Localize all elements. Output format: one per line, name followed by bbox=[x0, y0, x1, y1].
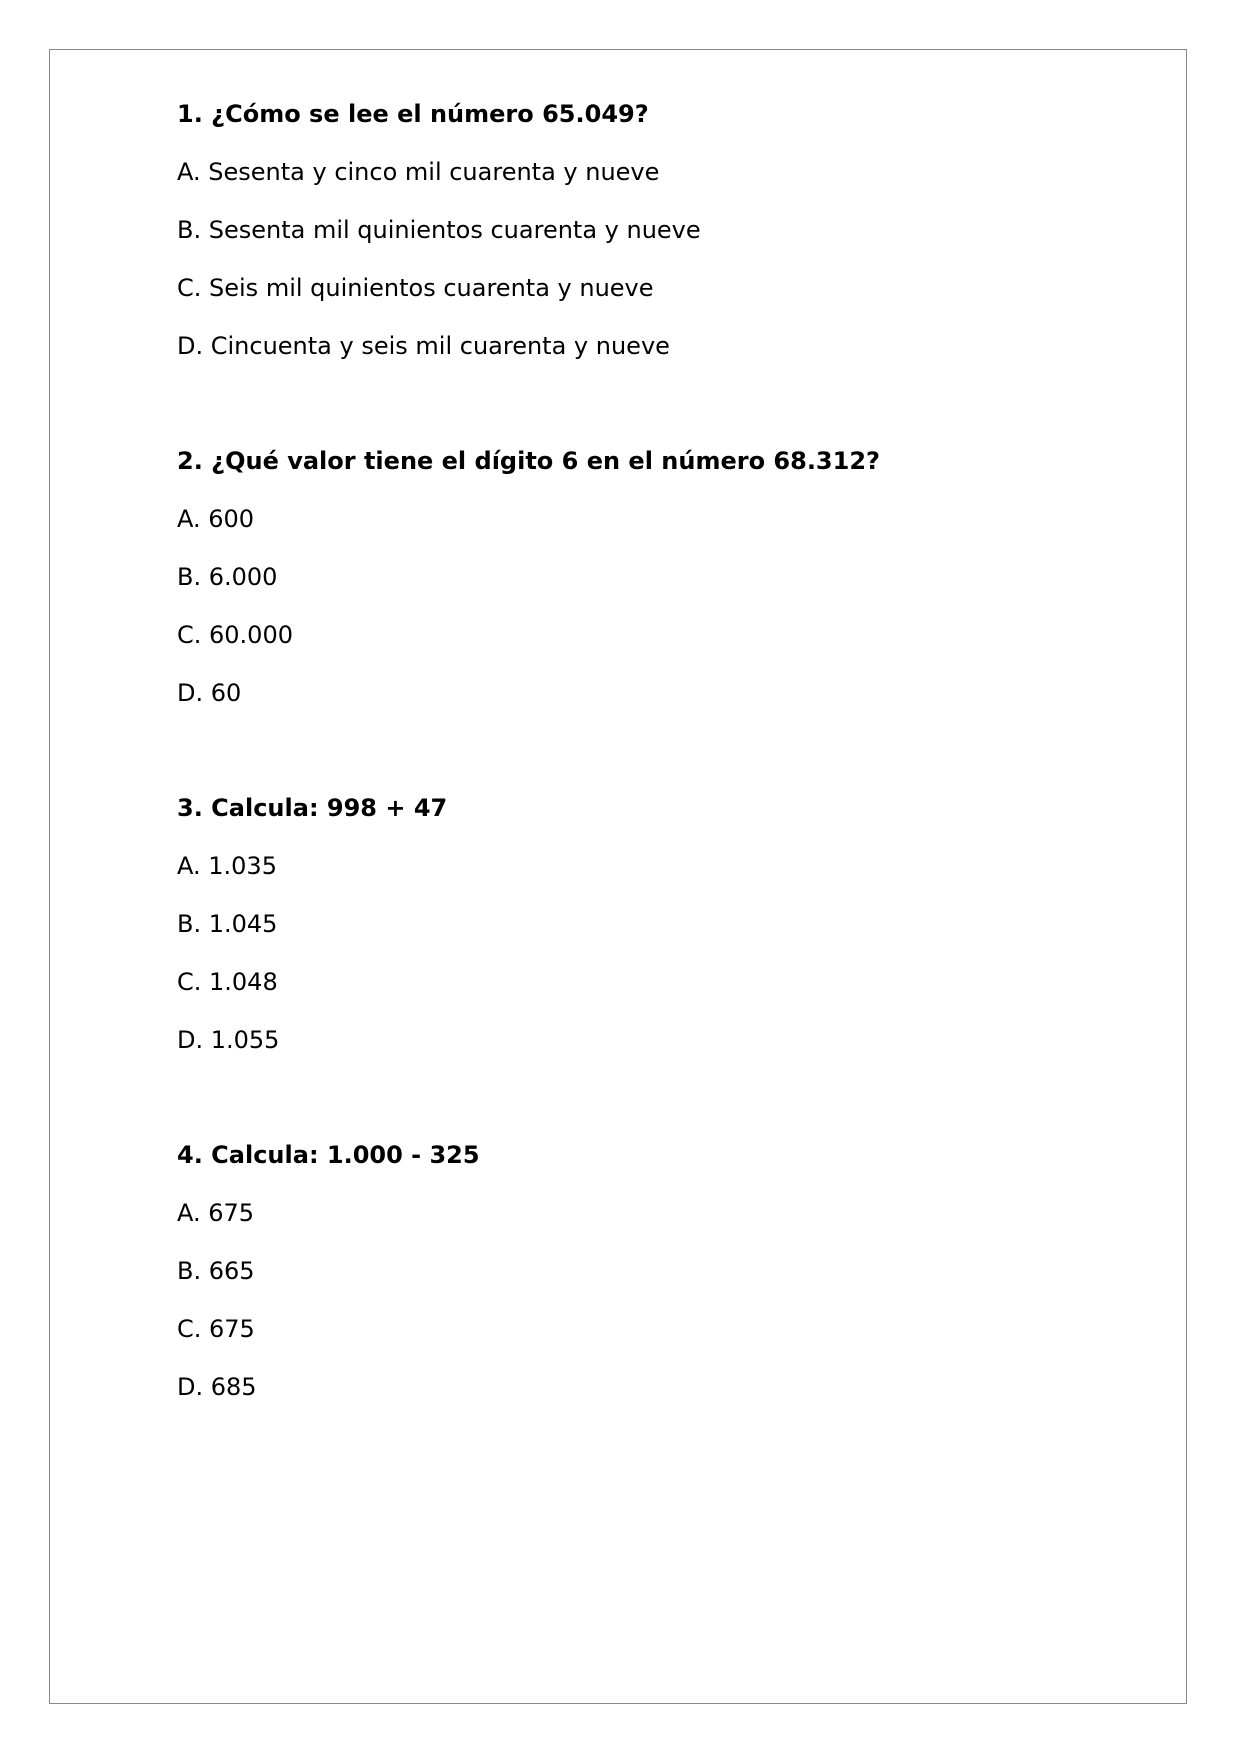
answer-option-c: C. 1.048 bbox=[177, 968, 278, 996]
question-3 bbox=[177, 794, 1077, 1054]
question-4 bbox=[177, 1141, 1077, 1401]
question-2 bbox=[177, 447, 1077, 707]
answer-option-b: B. 6.000 bbox=[177, 563, 278, 591]
answer-option-d: D. 1.055 bbox=[177, 1026, 280, 1054]
question-title: 2. ¿Qué valor tiene el dígito 6 en el número 68.312? bbox=[177, 447, 880, 475]
answer-option-a: A. 675 bbox=[177, 1199, 255, 1227]
answer-option-c: C. 60.000 bbox=[177, 621, 293, 649]
question-title: 3. Calcula: 998 + 47 bbox=[177, 794, 448, 822]
answer-option-b: B. 1.045 bbox=[177, 910, 278, 938]
answer-option-b: B. 665 bbox=[177, 1257, 255, 1285]
answer-option-d: D. 60 bbox=[177, 679, 242, 707]
answer-option-a: A. 600 bbox=[177, 505, 255, 533]
answer-option-d: D. 685 bbox=[177, 1373, 257, 1401]
answer-option-a: A. Sesenta y cinco mil cuarenta y nueve bbox=[177, 158, 660, 186]
question-1 bbox=[177, 100, 1077, 360]
answer-option-c: C. Seis mil quinientos cuarenta y nueve bbox=[177, 274, 654, 302]
question-title: 4. Calcula: 1.000 - 325 bbox=[177, 1141, 480, 1169]
worksheet-content bbox=[177, 100, 1077, 1401]
question-title: 1. ¿Cómo se lee el número 65.049? bbox=[177, 100, 649, 128]
answer-option-b: B. Sesenta mil quinientos cuarenta y nueve bbox=[177, 216, 701, 244]
answer-option-a: A. 1.035 bbox=[177, 852, 277, 880]
answer-option-c: C. 675 bbox=[177, 1315, 255, 1343]
answer-option-d: D. Cincuenta y seis mil cuarenta y nueve bbox=[177, 332, 670, 360]
